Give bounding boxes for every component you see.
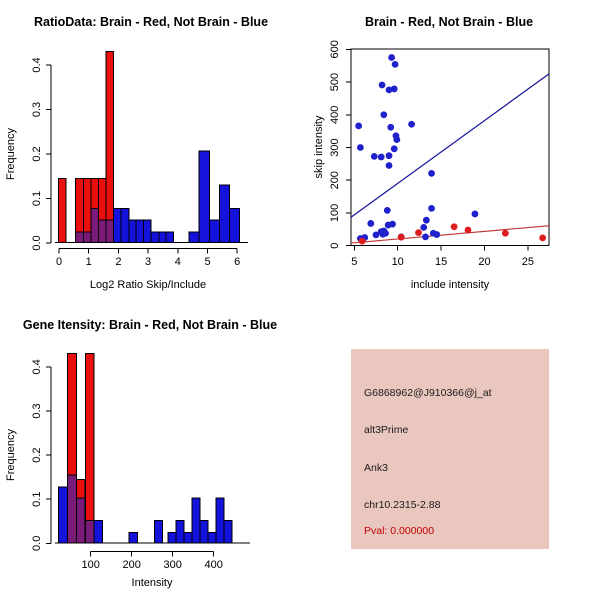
scatter-ylabel: skip intensity <box>313 115 325 179</box>
data-point-blue <box>373 231 380 238</box>
hist-bar-purple <box>76 498 85 543</box>
y-tick-label: 100 <box>329 203 341 223</box>
hist-bar-red <box>106 52 114 243</box>
data-point-blue <box>387 124 394 131</box>
x-tick-label: 5 <box>204 256 211 268</box>
x-tick-label: 20 <box>478 256 491 268</box>
y-tick-label: 200 <box>329 171 341 190</box>
hist-bar-blue <box>176 520 184 542</box>
x-tick-label: 5 <box>351 256 358 268</box>
hist-bar-purple <box>76 232 84 243</box>
data-point-blue <box>371 153 378 160</box>
data-point-blue <box>391 86 398 93</box>
hist-bar-blue <box>168 532 176 543</box>
ratio-hist-title: RatioData: Brain - Red, Not Brain - Blue <box>33 15 269 29</box>
x-tick-label: 15 <box>434 256 448 268</box>
data-point-blue <box>433 231 440 238</box>
hist-bar-blue <box>199 151 209 243</box>
gene-hist-ylabel: Frequency <box>5 429 17 481</box>
y-tick-label: 500 <box>329 72 341 92</box>
hist-bar-red <box>85 354 94 543</box>
hist-bar-purple <box>99 220 106 243</box>
hist-bar-blue <box>59 487 68 543</box>
x-tick-label: 400 <box>204 559 223 571</box>
data-point-blue <box>378 154 385 161</box>
y-tick-label: 0.3 <box>31 403 43 419</box>
hist-bar-blue <box>208 532 216 543</box>
hist-bar-purple <box>91 208 99 242</box>
data-point-blue <box>386 152 393 159</box>
x-tick-label: 200 <box>122 559 141 571</box>
data-point-blue <box>408 121 415 128</box>
hist-bar-blue <box>184 532 192 543</box>
data-point-blue <box>392 61 399 68</box>
hist-bar-blue <box>216 498 224 543</box>
info-line-splice-type: alt3Prime <box>364 424 409 436</box>
ratio-hist-ylabel: Frequency <box>5 128 17 180</box>
hist-bar-blue <box>224 520 232 542</box>
y-tick-label: 0.1 <box>31 491 43 507</box>
regression-line-line_blue <box>351 74 549 217</box>
hist-bar-blue <box>114 208 121 242</box>
hist-bar-blue <box>229 208 239 242</box>
hist-bar-blue <box>192 498 200 543</box>
data-point-blue <box>386 162 393 169</box>
data-point-blue <box>379 82 386 89</box>
gene-hist-xlabel: Intensity <box>131 577 173 589</box>
data-point-red <box>415 229 422 236</box>
hist-bar-blue <box>159 232 166 243</box>
y-tick-label: 300 <box>329 138 341 157</box>
hist-bar-blue <box>129 532 137 543</box>
data-point-blue <box>367 220 374 227</box>
hist-bar-blue <box>219 185 229 242</box>
y-tick-label: 600 <box>329 40 341 59</box>
data-point-blue <box>393 136 400 143</box>
info-line-pval: Pval: 0.000000 <box>364 525 435 537</box>
data-point-blue <box>472 211 479 218</box>
hist-bar-purple <box>83 232 90 243</box>
data-point-blue <box>384 207 391 214</box>
hist-bar-blue <box>200 520 208 542</box>
scatter-xlabel: include intensity <box>410 279 490 291</box>
data-point-blue <box>385 222 392 229</box>
y-tick-label: 0.0 <box>31 235 43 251</box>
hist-bar-blue <box>129 220 136 243</box>
data-point-red <box>539 234 546 241</box>
ratio-hist-xlabel: Log2 Ratio Skip/Include <box>89 279 207 291</box>
data-point-blue <box>388 54 395 61</box>
data-point-blue <box>422 233 429 240</box>
data-point-blue <box>355 123 362 130</box>
info-line-locus: chr10.2315-2.88 <box>364 499 441 511</box>
hist-bar-blue <box>121 208 129 242</box>
hist-bar-blue <box>189 232 199 243</box>
hist-bar-blue <box>151 232 159 243</box>
hist-bar-blue <box>94 520 103 542</box>
hist-bar-red <box>58 178 65 242</box>
hist-bar-blue <box>155 520 163 542</box>
hist-bar-blue <box>136 220 143 243</box>
data-point-blue <box>420 224 427 231</box>
info-line-gene: Ank3 <box>364 462 388 474</box>
y-tick-label: 0.4 <box>31 57 43 73</box>
data-point-blue <box>391 145 398 152</box>
hist-bar-blue <box>209 220 219 243</box>
info-line-probeset: G6868962@J910366@j_at <box>364 387 492 399</box>
data-point-blue <box>357 144 364 151</box>
plot-box <box>351 49 549 246</box>
x-tick-label: 2 <box>115 256 122 268</box>
y-tick-label: 0.1 <box>31 190 43 207</box>
x-tick-label: 300 <box>163 559 182 571</box>
data-point-blue <box>423 217 430 224</box>
data-point-red <box>502 230 509 237</box>
data-point-blue <box>380 231 387 238</box>
x-tick-label: 6 <box>234 256 241 268</box>
data-point-red <box>398 234 405 241</box>
x-tick-label: 1 <box>85 256 92 268</box>
data-point-blue <box>428 205 435 212</box>
hist-bar-purple <box>106 220 114 243</box>
x-tick-label: 3 <box>145 256 152 268</box>
y-tick-label: 0.3 <box>31 101 43 118</box>
y-tick-label: 0.2 <box>31 447 43 463</box>
hist-bar-purple <box>67 475 76 543</box>
x-tick-label: 100 <box>81 559 100 571</box>
x-tick-label: 4 <box>174 256 181 268</box>
y-tick-label: 0.4 <box>31 359 43 375</box>
y-tick-label: 0.2 <box>31 146 43 162</box>
info-panel <box>351 349 549 549</box>
data-point-blue <box>428 170 435 177</box>
data-point-red <box>465 227 472 234</box>
y-tick-label: 400 <box>329 105 341 124</box>
hist-bar-blue <box>144 220 151 243</box>
scatter-title: Brain - Red, Not Brain - Blue <box>364 15 534 29</box>
hist-bar-purple <box>85 520 94 542</box>
data-point-blue <box>380 111 387 118</box>
x-tick-label: 10 <box>391 256 404 268</box>
gene-hist-title: Gene Itensity: Brain - Red, Not Brain - Blue <box>22 318 278 332</box>
x-tick-label: 25 <box>521 256 535 268</box>
data-point-red <box>451 223 458 230</box>
x-tick-label: 0 <box>55 256 63 268</box>
data-point-red <box>359 238 366 245</box>
y-tick-label: 0 <box>329 242 341 249</box>
y-tick-label: 0.0 <box>31 535 43 551</box>
hist-bar-blue <box>166 232 173 243</box>
